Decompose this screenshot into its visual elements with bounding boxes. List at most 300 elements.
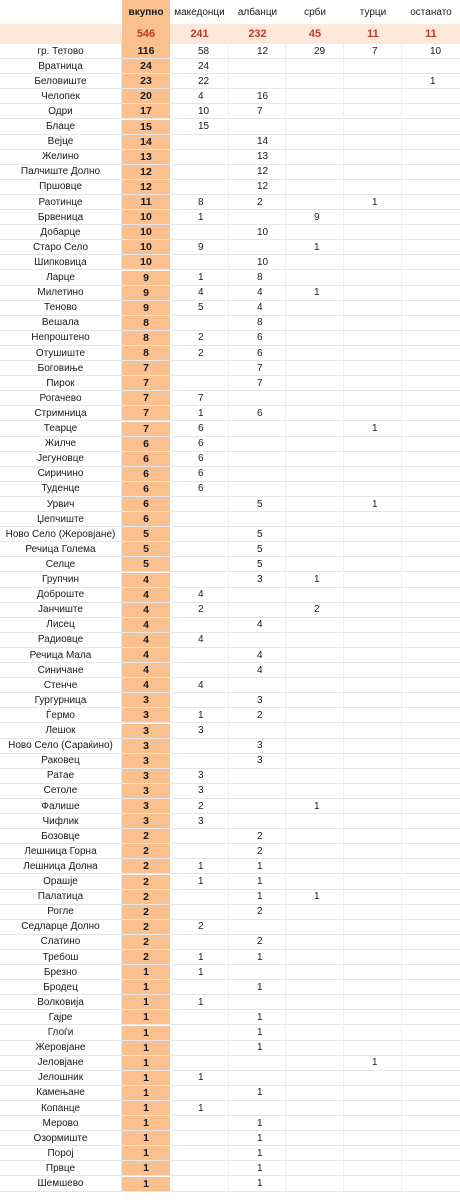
place-name: Вешала <box>0 316 122 331</box>
other-cell <box>402 467 460 482</box>
serbs-cell <box>286 527 344 542</box>
place-name: Камењане <box>0 1086 122 1101</box>
header-total: вкупно <box>122 0 170 24</box>
other-cell <box>402 935 460 950</box>
serbs-cell <box>286 195 344 210</box>
turks-cell <box>344 255 402 270</box>
place-name: Ѓермо <box>0 708 122 723</box>
serbs-cell <box>286 1161 344 1176</box>
total-cell: 2 <box>122 844 170 859</box>
table-row <box>0 1101 460 1116</box>
total-cell: 6 <box>122 452 170 467</box>
totals-turks: 11 <box>367 28 379 40</box>
total-cell: 3 <box>122 708 170 723</box>
place-name: Туденце <box>0 482 122 497</box>
table-row <box>0 1116 460 1131</box>
turks-cell <box>344 890 402 905</box>
other-cell <box>402 150 460 165</box>
turks-cell <box>344 150 402 165</box>
macedonians-cell: 6 <box>170 452 229 467</box>
place-name: Теарце <box>0 422 122 437</box>
table-row <box>0 74 460 89</box>
turks-cell <box>344 301 402 316</box>
place-name: Волковија <box>0 995 122 1010</box>
totals-name-cell <box>0 24 122 44</box>
albanians-cell: 2 <box>229 844 286 859</box>
albanians-cell: 12 <box>229 165 286 180</box>
total-cell: 5 <box>122 542 170 557</box>
total-cell: 10 <box>122 225 170 240</box>
turks-cell <box>344 527 402 542</box>
turks-cell <box>344 225 402 240</box>
albanians-cell: 6 <box>229 346 286 361</box>
turks-cell <box>344 165 402 180</box>
header-macedonians: македонци <box>174 6 225 18</box>
table-row <box>0 120 460 135</box>
turks-cell <box>344 391 402 406</box>
header-other: останато <box>410 6 452 18</box>
macedonians-cell: 10 <box>170 104 229 119</box>
place-name: Бродец <box>0 980 122 995</box>
table-row <box>0 693 460 708</box>
table-row <box>0 618 460 633</box>
total-cell: 13 <box>122 150 170 165</box>
place-name: Вејце <box>0 135 122 150</box>
other-cell <box>402 648 460 663</box>
table-row <box>0 1071 460 1086</box>
macedonians-cell: 2 <box>170 920 229 935</box>
other-cell <box>402 905 460 920</box>
total-cell: 1 <box>122 965 170 980</box>
albanians-cell <box>229 724 286 739</box>
serbs-cell <box>286 316 344 331</box>
total-cell: 20 <box>122 89 170 104</box>
other-cell <box>402 708 460 723</box>
serbs-cell: 9 <box>286 210 344 225</box>
other-cell <box>402 165 460 180</box>
macedonians-cell <box>170 165 229 180</box>
albanians-cell: 5 <box>229 542 286 557</box>
turks-cell <box>344 829 402 844</box>
other-cell <box>402 1010 460 1025</box>
other-cell <box>402 361 460 376</box>
turks-cell <box>344 1026 402 1041</box>
table-row <box>0 648 460 663</box>
albanians-cell: 2 <box>229 195 286 210</box>
header-turks: турци <box>359 6 387 18</box>
serbs-cell <box>286 588 344 603</box>
table-row <box>0 482 460 497</box>
other-cell <box>402 1026 460 1041</box>
macedonians-cell <box>170 754 229 769</box>
table-row <box>0 678 460 693</box>
albanians-cell: 1 <box>229 1131 286 1146</box>
serbs-cell <box>286 1116 344 1131</box>
albanians-cell <box>229 74 286 89</box>
albanians-cell <box>229 437 286 452</box>
table-row <box>0 859 460 874</box>
albanians-cell <box>229 769 286 784</box>
table-row <box>0 708 460 723</box>
turks-cell <box>344 180 402 195</box>
place-name: Жилче <box>0 437 122 452</box>
macedonians-cell: 24 <box>170 59 229 74</box>
turks-cell <box>344 905 402 920</box>
turks-cell: 1 <box>344 497 402 512</box>
macedonians-cell <box>170 1086 229 1101</box>
table-row <box>0 1041 460 1056</box>
albanians-cell: 3 <box>229 754 286 769</box>
macedonians-cell: 1 <box>170 271 229 286</box>
turks-cell <box>344 120 402 135</box>
other-cell <box>402 1146 460 1161</box>
macedonians-cell <box>170 1026 229 1041</box>
place-name: Вратница <box>0 59 122 74</box>
total-cell: 10 <box>122 255 170 270</box>
macedonians-cell: 3 <box>170 814 229 829</box>
table-row <box>0 89 460 104</box>
turks-cell <box>344 437 402 452</box>
serbs-cell <box>286 905 344 920</box>
other-cell <box>402 59 460 74</box>
other-cell <box>402 497 460 512</box>
albanians-cell: 1 <box>229 1010 286 1025</box>
total-cell: 4 <box>122 603 170 618</box>
totals-albanians: 232 <box>248 28 267 40</box>
place-name: Стримница <box>0 406 122 421</box>
serbs-cell <box>286 331 344 346</box>
serbs-cell <box>286 950 344 965</box>
turks-cell <box>344 1041 402 1056</box>
serbs-cell: 1 <box>286 573 344 588</box>
other-cell <box>402 240 460 255</box>
place-name: Фалише <box>0 799 122 814</box>
other-cell <box>402 814 460 829</box>
turks-cell <box>344 965 402 980</box>
place-name: Порој <box>0 1146 122 1161</box>
serbs-cell: 1 <box>286 890 344 905</box>
albanians-cell: 4 <box>229 663 286 678</box>
other-cell <box>402 271 460 286</box>
macedonians-cell <box>170 1146 229 1161</box>
place-name: Џепчиште <box>0 512 122 527</box>
macedonians-cell <box>170 225 229 240</box>
table-row <box>0 935 460 950</box>
total-cell: 1 <box>122 1101 170 1116</box>
other-cell <box>402 135 460 150</box>
turks-cell <box>344 573 402 588</box>
place-name: Старо Село <box>0 240 122 255</box>
serbs-cell <box>286 557 344 572</box>
table-row <box>0 135 460 150</box>
turks-cell <box>344 935 402 950</box>
total-cell: 23 <box>122 74 170 89</box>
macedonians-cell <box>170 1041 229 1056</box>
other-cell <box>402 316 460 331</box>
total-cell: 3 <box>122 784 170 799</box>
table-row <box>0 905 460 920</box>
albanians-cell: 1 <box>229 1161 286 1176</box>
total-cell: 24 <box>122 59 170 74</box>
serbs-cell <box>286 104 344 119</box>
turks-cell <box>344 799 402 814</box>
table-row <box>0 875 460 890</box>
table-row <box>0 542 460 557</box>
macedonians-cell <box>170 150 229 165</box>
macedonians-cell <box>170 663 229 678</box>
table-row <box>0 286 460 301</box>
total-cell: 116 <box>122 44 170 59</box>
serbs-cell <box>286 1146 344 1161</box>
albanians-cell <box>229 995 286 1010</box>
turks-cell <box>344 980 402 995</box>
total-cell: 4 <box>122 678 170 693</box>
serbs-cell <box>286 120 344 135</box>
turks-cell <box>344 1161 402 1176</box>
turks-cell <box>344 1131 402 1146</box>
macedonians-cell <box>170 135 229 150</box>
total-cell: 3 <box>122 814 170 829</box>
place-name: Теново <box>0 301 122 316</box>
table-row <box>0 965 460 980</box>
macedonians-cell: 3 <box>170 724 229 739</box>
other-cell <box>402 406 460 421</box>
other-cell <box>402 557 460 572</box>
other-cell <box>402 633 460 648</box>
macedonians-cell <box>170 1116 229 1131</box>
albanians-cell: 1 <box>229 875 286 890</box>
total-cell: 7 <box>122 406 170 421</box>
place-name: Требош <box>0 950 122 965</box>
serbs-cell <box>286 74 344 89</box>
total-cell: 2 <box>122 935 170 950</box>
place-name: Лешница Долна <box>0 859 122 874</box>
table-row <box>0 225 460 240</box>
place-name: Ларце <box>0 271 122 286</box>
albanians-cell <box>229 1101 286 1116</box>
place-name: Бозовце <box>0 829 122 844</box>
albanians-cell: 4 <box>229 648 286 663</box>
place-name: Одри <box>0 104 122 119</box>
macedonians-cell <box>170 844 229 859</box>
albanians-cell <box>229 240 286 255</box>
serbs-cell <box>286 135 344 150</box>
serbs-cell <box>286 935 344 950</box>
macedonians-cell: 2 <box>170 603 229 618</box>
turks-cell <box>344 769 402 784</box>
other-cell <box>402 437 460 452</box>
total-cell: 3 <box>122 693 170 708</box>
serbs-cell <box>286 920 344 935</box>
serbs-cell <box>286 422 344 437</box>
serbs-cell <box>286 59 344 74</box>
place-name: Седларце Долно <box>0 920 122 935</box>
turks-cell: 7 <box>344 44 402 59</box>
serbs-cell <box>286 89 344 104</box>
total-cell: 10 <box>122 210 170 225</box>
total-cell: 3 <box>122 799 170 814</box>
place-name: Рогле <box>0 905 122 920</box>
total-cell: 1 <box>122 1071 170 1086</box>
serbs-cell <box>286 1131 344 1146</box>
albanians-cell: 13 <box>229 150 286 165</box>
albanians-cell <box>229 1071 286 1086</box>
place-name: Блаце <box>0 120 122 135</box>
albanians-cell: 6 <box>229 406 286 421</box>
turks-cell: 1 <box>344 1056 402 1071</box>
macedonians-cell <box>170 527 229 542</box>
turks-cell <box>344 74 402 89</box>
totals-other: 11 <box>425 28 437 40</box>
total-cell: 2 <box>122 875 170 890</box>
serbs-cell <box>286 271 344 286</box>
place-name: Слатино <box>0 935 122 950</box>
other-cell <box>402 120 460 135</box>
macedonians-cell: 5 <box>170 301 229 316</box>
place-name: Желино <box>0 150 122 165</box>
turks-cell <box>344 678 402 693</box>
turks-cell <box>344 859 402 874</box>
macedonians-cell <box>170 980 229 995</box>
total-cell: 2 <box>122 829 170 844</box>
turks-cell <box>344 1071 402 1086</box>
serbs-cell <box>286 437 344 452</box>
header-name-cell <box>0 0 122 24</box>
other-cell <box>402 422 460 437</box>
other-cell <box>402 1116 460 1131</box>
place-name: Непроштено <box>0 331 122 346</box>
table-row <box>0 1056 460 1071</box>
macedonians-cell: 1 <box>170 210 229 225</box>
other-cell <box>402 331 460 346</box>
table-row <box>0 829 460 844</box>
serbs-cell <box>286 1071 344 1086</box>
place-name: Палчиште Долно <box>0 165 122 180</box>
table-row <box>0 512 460 527</box>
serbs-cell <box>286 467 344 482</box>
table-row <box>0 150 460 165</box>
table-row <box>0 754 460 769</box>
table-row <box>0 316 460 331</box>
serbs-cell <box>286 542 344 557</box>
place-name: Ратае <box>0 769 122 784</box>
serbs-cell <box>286 708 344 723</box>
serbs-cell <box>286 633 344 648</box>
macedonians-cell <box>170 1177 229 1192</box>
macedonians-cell <box>170 542 229 557</box>
table-row <box>0 995 460 1010</box>
total-cell: 17 <box>122 104 170 119</box>
albanians-cell <box>229 482 286 497</box>
other-cell <box>402 859 460 874</box>
total-cell: 1 <box>122 1026 170 1041</box>
total-cell: 4 <box>122 633 170 648</box>
turks-cell <box>344 59 402 74</box>
turks-cell <box>344 271 402 286</box>
table-row <box>0 195 460 210</box>
table-row <box>0 240 460 255</box>
albanians-cell: 10 <box>229 255 286 270</box>
table-row <box>0 588 460 603</box>
total-cell: 1 <box>122 1041 170 1056</box>
serbs-cell <box>286 165 344 180</box>
macedonians-cell <box>170 618 229 633</box>
albanians-cell <box>229 814 286 829</box>
table-row <box>0 1177 460 1192</box>
serbs-cell <box>286 663 344 678</box>
albanians-cell: 1 <box>229 890 286 905</box>
serbs-cell <box>286 769 344 784</box>
table-row <box>0 376 460 391</box>
albanians-cell: 4 <box>229 301 286 316</box>
albanians-cell <box>229 603 286 618</box>
total-cell: 15 <box>122 120 170 135</box>
macedonians-cell: 1 <box>170 875 229 890</box>
macedonians-cell: 1 <box>170 708 229 723</box>
place-name: Стенче <box>0 678 122 693</box>
turks-cell: 1 <box>344 195 402 210</box>
place-name: Лешок <box>0 724 122 739</box>
place-name: Раотинце <box>0 195 122 210</box>
total-cell: 4 <box>122 618 170 633</box>
serbs-cell <box>286 739 344 754</box>
total-cell: 4 <box>122 573 170 588</box>
turks-cell <box>344 844 402 859</box>
turks-cell <box>344 708 402 723</box>
table-row <box>0 1086 460 1101</box>
albanians-cell: 1 <box>229 859 286 874</box>
place-name: Ново Село (Жеровјане) <box>0 527 122 542</box>
serbs-cell <box>286 1056 344 1071</box>
serbs-cell <box>286 376 344 391</box>
turks-cell <box>344 104 402 119</box>
turks-cell <box>344 135 402 150</box>
total-cell: 1 <box>122 1177 170 1192</box>
albanians-cell: 7 <box>229 361 286 376</box>
total-cell: 7 <box>122 391 170 406</box>
other-cell <box>402 844 460 859</box>
other-cell <box>402 693 460 708</box>
other-cell <box>402 890 460 905</box>
place-name: Синичане <box>0 663 122 678</box>
total-cell: 1 <box>122 1146 170 1161</box>
macedonians-cell <box>170 905 229 920</box>
total-cell: 3 <box>122 754 170 769</box>
table-row <box>0 980 460 995</box>
table-row <box>0 950 460 965</box>
table-row <box>0 422 460 437</box>
place-name: Челопек <box>0 89 122 104</box>
albanians-cell <box>229 784 286 799</box>
header-row <box>0 0 460 24</box>
macedonians-cell: 22 <box>170 74 229 89</box>
turks-cell <box>344 1086 402 1101</box>
macedonians-cell: 4 <box>170 633 229 648</box>
macedonians-cell <box>170 1131 229 1146</box>
albanians-cell: 12 <box>229 44 286 59</box>
total-cell: 9 <box>122 301 170 316</box>
place-name: Брвеница <box>0 210 122 225</box>
totals-total: 546 <box>122 24 170 44</box>
albanians-cell: 3 <box>229 693 286 708</box>
total-cell: 3 <box>122 724 170 739</box>
other-cell <box>402 995 460 1010</box>
place-name: Гајре <box>0 1010 122 1025</box>
macedonians-cell <box>170 1010 229 1025</box>
turks-cell <box>344 724 402 739</box>
serbs-cell <box>286 859 344 874</box>
place-name: Сиричино <box>0 467 122 482</box>
